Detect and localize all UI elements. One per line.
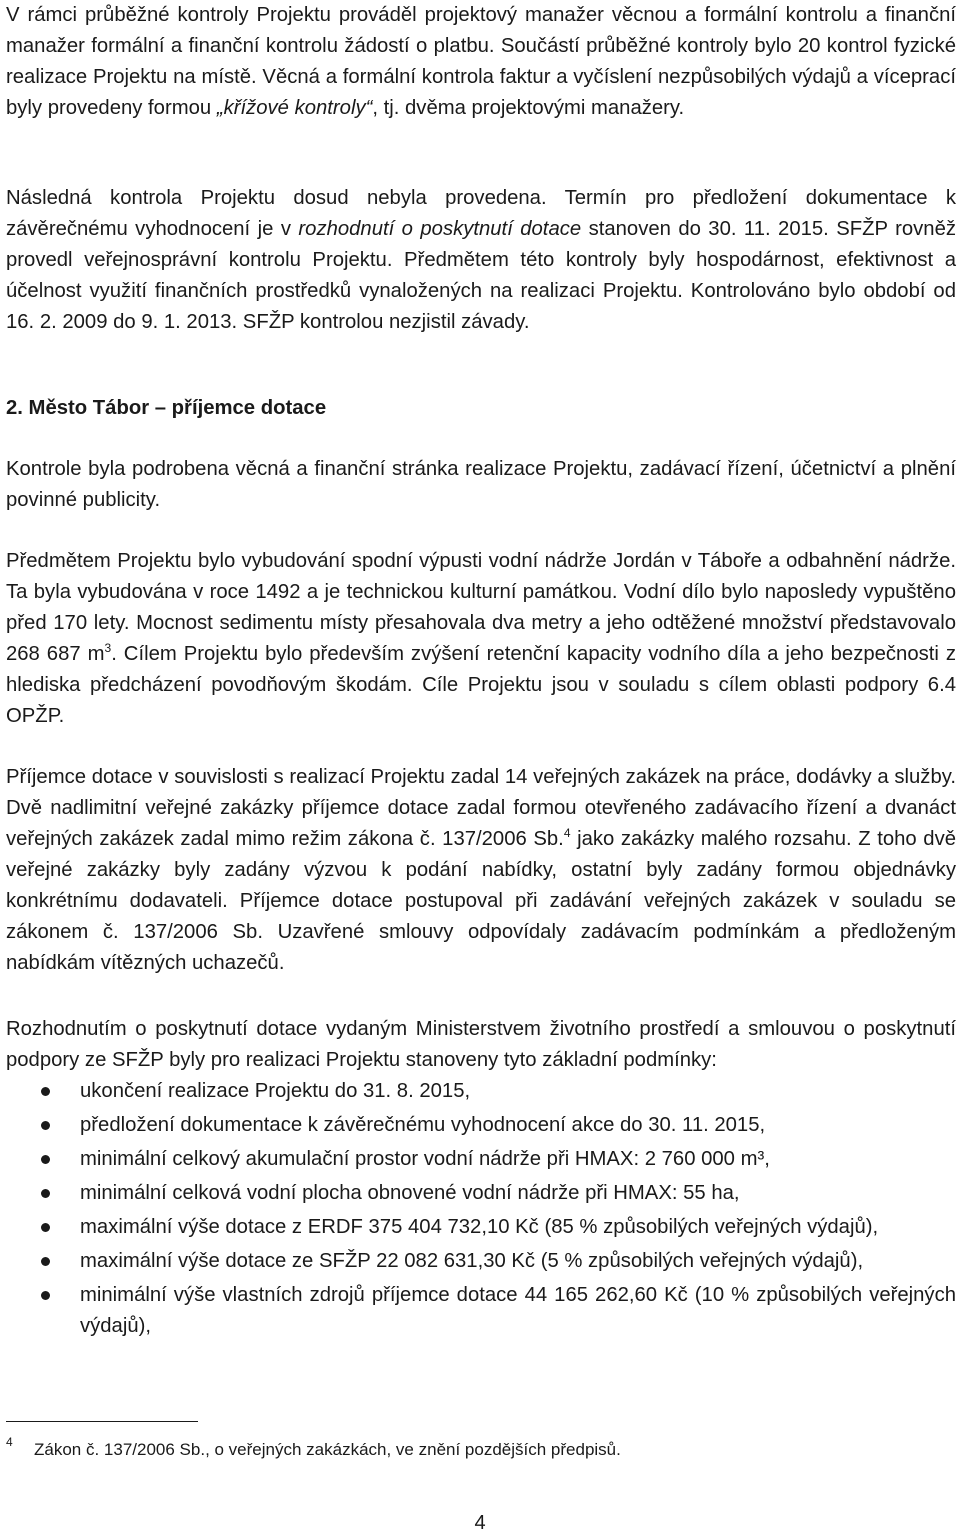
procurement-paragraph	[6, 762, 956, 979]
list-item	[0, 1246, 956, 1277]
list-item-text: minimální výše vlastních zdrojů příjemce dotace 44 165 262,60 Kč (10 % způsobilých veřejných výdajů),	[80, 1284, 956, 1337]
bullet-icon	[41, 1257, 50, 1266]
page-number: 4	[474, 1512, 486, 1534]
list-item	[0, 1144, 956, 1175]
footnote-reference[interactable]: 4	[563, 826, 571, 841]
followup-paragraph	[6, 183, 956, 338]
list-item-text: předložení dokumentace k závěrečnému vyhodnocení akce do 30. 11. 2015,	[80, 1114, 766, 1136]
list-item	[0, 1280, 956, 1342]
cubic-superscript: 3	[104, 641, 112, 656]
bullet-icon	[41, 1189, 50, 1198]
list-item-text: ukončení realizace Projektu do 31. 8. 2015,	[80, 1080, 471, 1102]
bullet-icon	[41, 1291, 50, 1300]
bullet-icon	[41, 1223, 50, 1232]
list-item	[0, 1110, 956, 1141]
list-item	[0, 1212, 956, 1243]
bullet-icon	[41, 1155, 50, 1164]
list-item-text: minimální celková vodní plocha obnovené vodní nádrže při HMAX: 55 ha,	[80, 1182, 740, 1204]
intro-text-end: , tj. dvěma projektovými manažery.	[372, 97, 685, 119]
conditions-intro-paragraph: Rozhodnutím o poskytnutí dotace vydaným Ministerstvem životního prostředí a smlouvou o poskytnutí podpory ze SFŽP byly pro realizaci Projektu stanoveny tyto základní podmínky:	[6, 1018, 956, 1071]
bullet-icon	[41, 1121, 50, 1130]
subject-text-start: Předmětem Projektu bylo vybudování spodní výpusti vodní nádrže Jordán v Táboře a odbahnění nádrže. Ta byla vybudována v roce 1492 a je technickou kulturní památkou. Vodní dílo bylo naposledy vypuštěno před 170 lety. Mocnost sedimentu místy přesahovala dva metry a jeho odtěžené množství představovalo 268 687 m	[6, 550, 956, 665]
subject-paragraph	[6, 546, 956, 732]
conditions-list	[0, 1076, 956, 1345]
list-item	[0, 1076, 956, 1107]
followup-text-start: Následná kontrola Projektu dosud nebyla provedena. Termín pro předložení dokumentace k závěrečnému vyhodnocení je v	[6, 187, 956, 240]
procurement-text-end: jako zakázky malého rozsahu. Z toho dvě veřejné zakázky byly zadány výzvou k podání nabídky, ostatní byly zadány formou objednávky konkrétnímu dodavateli. Příjemce dotace postupoval při zadávání veřejných zakázek v souladu se zákonem č. 137/2006 Sb. Uzavřené smlouvy odpovídaly zadávacím podmínkám a předloženým nabídkám vítězných uchazečů.	[6, 828, 957, 974]
footnote-mark: 4	[6, 1435, 13, 1449]
bullet-icon	[41, 1087, 50, 1096]
list-item-text: maximální výše dotace z ERDF 375 404 732,10 Kč (85 % způsobilých veřejných výdajů),	[80, 1216, 879, 1238]
footnote-separator	[6, 1421, 198, 1422]
followup-text-end: stanoven do 30. 11. 2015. SFŽP rovněž provedl veřejnosprávní kontrolu Projektu. Předmětem této kontroly byly hospodárnost, efektivnost a účelnost využití finančních prostředků vynaložených na realizaci Projektu. Kontrolováno bylo období od 16. 2. 2009 do 9. 1. 2013. SFŽP kontrolou nezjistil závady.	[6, 218, 956, 333]
list-item-text: minimální celkový akumulační prostor vodní nádrže při HMAX: 2 760 000 m³,	[80, 1148, 770, 1170]
section-heading: 2. Město Tábor – příjemce dotace	[6, 397, 327, 419]
intro-paragraph	[6, 0, 956, 124]
list-item-text: maximální výše dotace ze SFŽP 22 082 631,30 Kč (5 % způsobilých veřejných výdajů),	[80, 1250, 864, 1272]
subject-text-end: . Cílem Projektu bylo především zvýšení retenční kapacity vodního díla a jeho bezpečnosti z hlediska předcházení povodňovým škodám. Cíle Projektu jsou v souladu s cílem oblasti podpory 6.4 OPŽP.	[6, 643, 957, 727]
followup-emphasis: rozhodnutí o poskytnutí dotace	[298, 218, 582, 240]
scope-paragraph: Kontrole byla podrobena věcná a finanční stránka realizace Projektu, zadávací řízení, účetnictví a plnění povinné publicity.	[6, 458, 956, 511]
procurement-text-start: Příjemce dotace v souvislosti s realizací Projektu zadal 14 veřejných zakázek na práce, dodávky a služby. Dvě nadlimitní veřejné zakázky příjemce dotace zadal formou otevřeného zadávacího řízení a dvanáct veřejných zakázek zadal mimo režim zákona č. 137/2006 Sb.	[6, 766, 956, 850]
intro-text-start: V rámci průběžné kontroly Projektu prováděl projektový manažer věcnou a formální kontrolu a finanční manažer formální a finanční kontrolu žádostí o platbu. Součástí průběžné kontroly bylo 20 kontrol fyzické realizace Projektu na místě. Věcná a formální kontrola faktur a vyčíslení nezpůsobilých výdajů a víceprací byly provedeny formou	[6, 4, 956, 119]
footnote-text: Zákon č. 137/2006 Sb., o veřejných zakázkách, ve znění pozdějších předpisů.	[34, 1440, 621, 1459]
list-item	[0, 1178, 956, 1209]
intro-emphasis: „křížové kontroly“	[216, 97, 373, 119]
